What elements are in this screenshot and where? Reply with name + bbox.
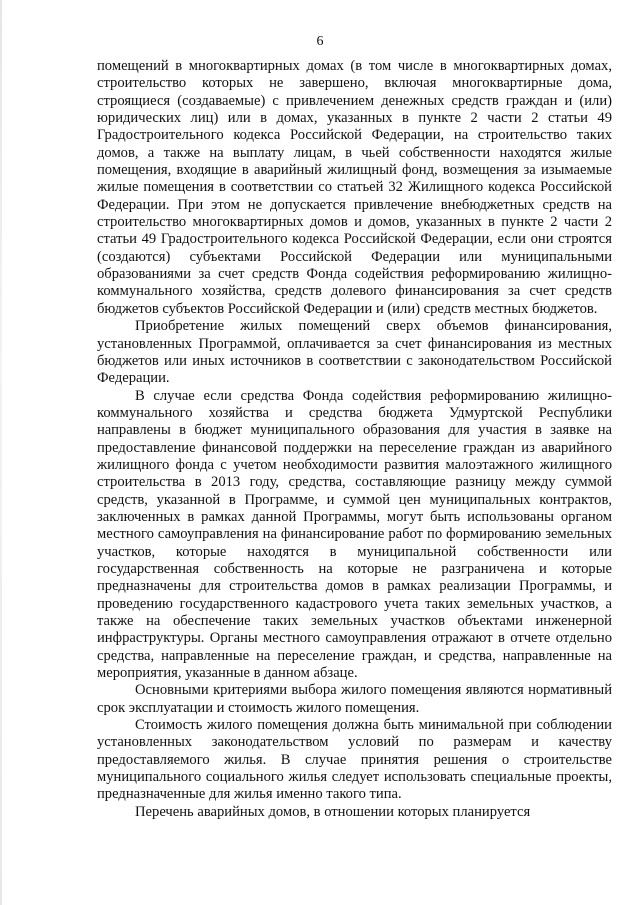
paragraph: В случае если средства Фонда содействия реформированию жилищно-коммунального хозяйства и средства бюджета Удмуртской Республики направлены в бюджет муниципального образования для участия в заявке на предоставление финансовой поддержки на переселение граждан из аварийного жилищного фонда с учетом необходимости развития малоэтажного жилищного строительства в 2013 году, средства, составляющие разницу между суммой средств, указанной в Программе, и суммой цен муниципальных контрактов, заключенных в рамках данной Программы, могут быть использованы органом местного самоуправления на финансирование работ по формированию земельных участков, которые находятся в муниципальной собственности или государственная собственность на которые не разграничена и которые предназначены для строительства домов в рамках реализации Программы, и проведению государственного кадастрового учета таких земельных участков, а также на обеспечение таких земельных участков объектами инженерной инфраструктуры. Органы местного самоуправления отражают в отчете отдельно средства, направленные на переселение граждан, и средства, направленные на мероприятия, указанные в данном абзаце. xyxy=(97,387,612,682)
page-number: 6 xyxy=(316,34,324,49)
paragraph: Основными критериями выбора жилого помещения являются нормативный срок эксплуатации и стоимость жилого помещения. xyxy=(97,682,612,716)
document-body xyxy=(97,58,612,821)
paragraph-truncated: Перечень аварийных домов, в отношении которых планируется xyxy=(135,803,531,820)
paragraph: Стоимость жилого помещения должна быть минимальной при соблюдении установленных законодательством условий по размерам и качеству предоставляемого жилья. В случае принятия решения о строительстве муниципального социального жилья следует использовать специальные проекты, предназначенные для жилья именно такого типа. xyxy=(97,717,612,803)
scan-edge-shadow xyxy=(0,0,2,905)
paragraph-continuation: помещений в многоквартирных домах (в том числе в многоквартирных домах, строительство которых не завершено, включая многоквартирные дома, строящиеся (создаваемые) с привлечением денежных средств граждан и (или) юридических лиц) или в домах, указанных в пункте 2 части 2 статьи 49 Градостроительного кодекса Российской Федерации, на строительство таких домов, а также на выплату лицам, в чьей собственности находятся жилые помещения, входящие в аварийный жилищный фонд, возмещения за изымаемые жилые помещения в соответствии со статьей 32 Жилищного кодекса Российской Федерации. При этом не допускается привлечение внебюджетных средств на строительство многоквартирных домов и домов, указанных в пункте 2 части 2 статьи 49 Градостроительного кодекса Российской Федерации, если они строятся (создаются) субъектами Российской Федерации или муниципальными образованиями за счет средств Фонда содействия реформированию жилищно-коммунального хозяйства, средств долевого финансирования за счет средств бюджетов субъектов Российской Федерации и (или) средств местных бюджетов. xyxy=(97,58,612,317)
paragraph: Приобретение жилых помещений сверх объемов финансирования, установленных Программой, оплачивается за счет финансирования из местных бюджетов или иных источников в соответствии с законодательством Российской Федерации. xyxy=(97,318,612,387)
